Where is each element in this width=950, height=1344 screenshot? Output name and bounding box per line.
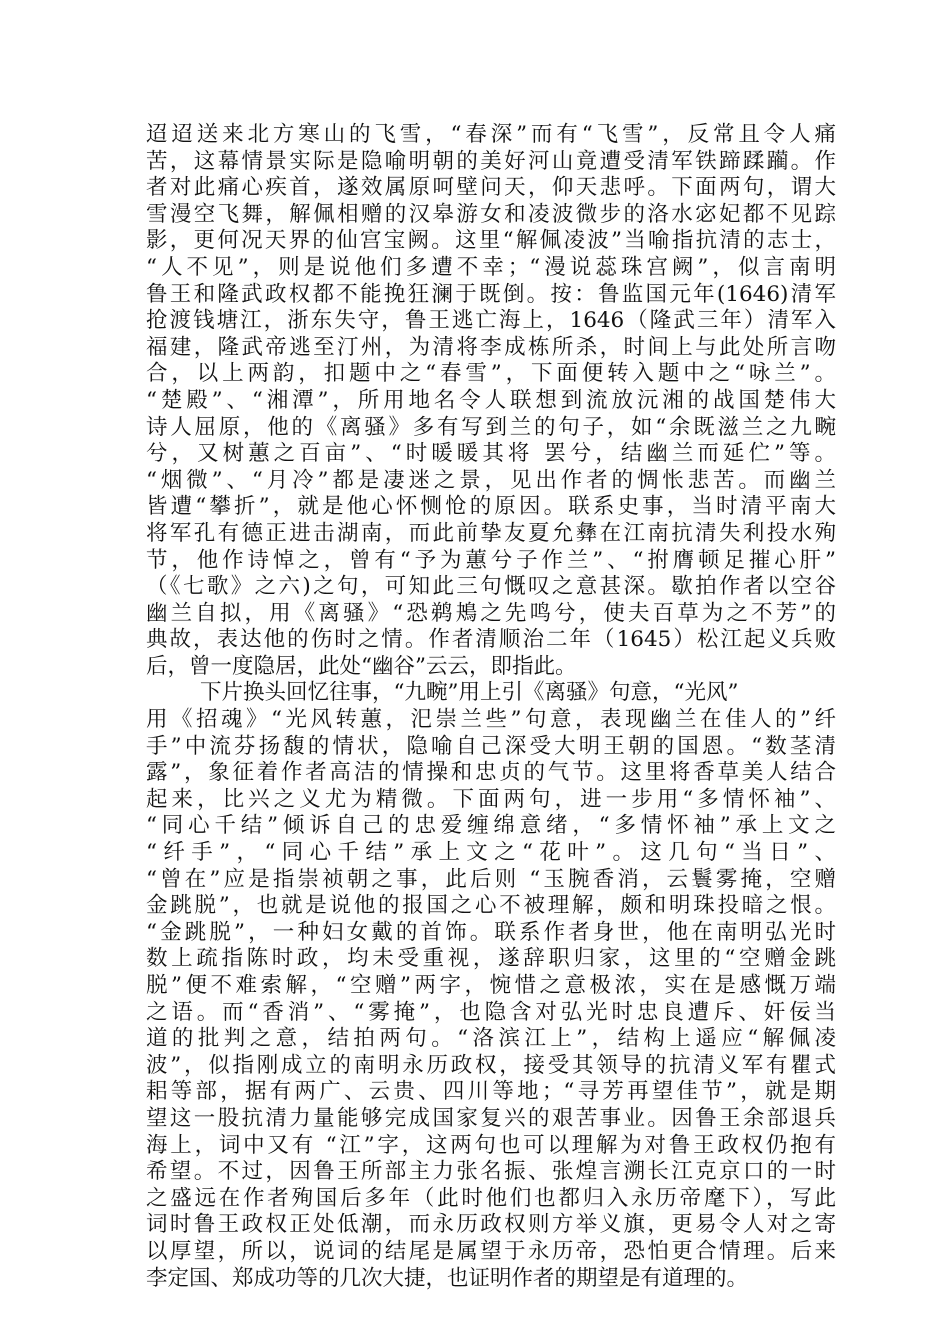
text-line: 诗人屈原，他的《离骚》多有写到兰的句子，如“余既滋兰之九畹 <box>146 414 836 440</box>
text-line: “金跳脱”，一种妇女戴的首饰。联系作者身世，他在南明弘光时 <box>146 919 836 945</box>
text-line: 皆遭“攀折”，就是他心怀恻怆的原因。联系史事，当时清平南大 <box>146 494 836 520</box>
text-line: 希望。不过，因鲁王所部主力张名振、张煌言溯长江克京口的一时 <box>146 1159 836 1185</box>
text-line: 福建，隆武帝逃至汀州，为清将李成栋所杀，时间上与此处所言吻 <box>146 334 836 360</box>
text-line: 兮，又树蕙之百亩”、“时暖暖其将 罢兮，结幽兰而延伫”等。 <box>146 441 836 467</box>
text-line: 合，以上两韵，扣题中之“春雪”，下面便转入题中之“咏兰”。 <box>146 361 836 387</box>
text-line: 之盛远在作者殉国后多年（此时他们也都归入永历帝麾下），写此 <box>146 1185 836 1211</box>
text-line: 望这一股抗清力量能够完成国家复兴的艰苦事业。因鲁王余部退兵 <box>146 1105 836 1131</box>
text-line <box>146 680 836 707</box>
text-line: “楚殿”、“湘潭”，所用地名令人联想到流放沅湘的战国楚伟大 <box>146 387 836 413</box>
text-line: 波”，似指刚成立的南明永历政权，接受其领导的抗清义军有瞿式 <box>146 1052 836 1078</box>
text-line: 用《招魂》“光风转蕙，汜崇兰些”句意，表现幽兰在佳人的”纤 <box>146 707 836 733</box>
text-line: 道的批判之意，结拍两句。“洛滨江上”，结构上遥应“解佩凌 <box>146 1026 836 1052</box>
text-line: 金跳脱”，也就是说他的报国之心不被理解，颇和明珠投暗之恨。 <box>146 893 836 919</box>
text-line: 脱”便不难索解，“空赠”两字，惋惜之意极浓，实在是感慨万端 <box>146 973 836 998</box>
text-line: 起来，比兴之义尤为精微。下面两句，进一步用“多情怀袖”、 <box>146 786 836 812</box>
text-line: 雪漫空飞舞，解佩相赠的汉皋游女和凌波微步的洛水宓妃都不见踪 <box>146 201 836 227</box>
body-text <box>146 122 836 1292</box>
text-line: 影，更何况天界的仙宫宝阙。这里“解佩凌波”当喻指抗清的志士， <box>146 228 836 254</box>
text-line: 后，曾一度隐居，此处“幽谷”云云，即指此。 <box>146 653 577 679</box>
text-line: 鲁王和隆武政权都不能挽狂澜于既倒。按：鲁监国元年(1646)清军 <box>146 281 836 307</box>
text-line: 数上疏指陈时政，均未受重视，遂辞职归家，这里的“空赠金跳 <box>146 946 836 972</box>
text-line: 抢渡钱塘江，浙东失守，鲁王逃亡海上，1646（隆武三年）清军入 <box>146 308 836 334</box>
paragraph-2 <box>146 680 836 1292</box>
text-line: 者对此痛心疾首，遂效属原呵壁问天，仰天悲呼。下面两句，谓大 <box>146 175 836 201</box>
text-line: 李定国、郑成功等的几次大捷，也证明作者的期望是有道理的。 <box>146 1265 749 1291</box>
paragraph-1 <box>146 122 836 680</box>
text-line: 露”，象征着作者高洁的情操和忠贞的气节。这里将香草美人结合 <box>146 760 836 786</box>
text-line: 将军孔有德正进击湖南，而此前挚友夏允彝在江南抗清失利投水殉 <box>146 520 836 546</box>
text-line: 之语。而“香消”、“雾掩”，也隐含对弘光时忠良遭斥、奸佞当 <box>146 999 836 1025</box>
text-line: （《七歌》之六)之句，可知此三句慨叹之意甚深。歇拍作者以空谷 <box>146 574 836 600</box>
text-line: “纤手”，“同心千结”承上文之“花叶”。这几句“当日”、 <box>146 840 836 866</box>
text-line: 迢迢送来北方寒山的飞雪，“春深”而有“飞雪”，反常且令人痛 <box>146 122 836 147</box>
text-line: 词时鲁王政权正处低潮，而永历政权则方举义旗，更易令人对之寄 <box>146 1212 836 1238</box>
text-line: 海上，词中又有 “江”字，这两句也可以理解为对鲁王政权仍抱有 <box>146 1132 836 1158</box>
text-line: 节，他作诗悼之，曾有“予为蕙兮子作兰”、“拊膺顿足摧心肝” <box>146 547 836 573</box>
text-line: 幽兰自拟，用《离骚》“恐鹈鴂之先鸣兮，使夫百草为之不芳”的 <box>146 600 836 626</box>
text-line: “曾在”应是指崇祯朝之事，此后则 “玉腕香消，云鬟雾掩，空赠 <box>146 866 836 892</box>
text-line: “同心千结”倾诉自己的忠爱缠绵意绪，“多情怀袖”承上文之 <box>146 813 836 839</box>
text-line-content: 下片换头回忆往事，“九畹”用上引《离骚》句意，“光风” <box>200 680 739 706</box>
text-line: 典故，表达他的伤时之情。作者清顺治二年（1645）松江起义兵败 <box>146 627 836 653</box>
text-line: 耜等部，据有两广、云贵、四川等地；“寻芳再望佳节”，就是期 <box>146 1079 836 1105</box>
text-line: 苦，这幕情景实际是隐喻明朝的美好河山竟遭受清军铁蹄蹂躏。作 <box>146 148 836 174</box>
text-line: “烟微”、“月冷”都是凄迷之景，见出作者的惆怅悲苦。而幽兰 <box>146 467 836 493</box>
text-line: 以厚望，所以，说词的结尾是属望于永历帝，恐怕更合情理。后来 <box>146 1238 836 1264</box>
text-line: “人不见”，则是说他们多遭不幸；“漫说蕊珠宫阙”，似言南明 <box>146 254 836 280</box>
text-line: 手”中流芬扬馥的情状，隐喻自己深受大明王朝的国恩。“数茎清 <box>146 733 836 759</box>
